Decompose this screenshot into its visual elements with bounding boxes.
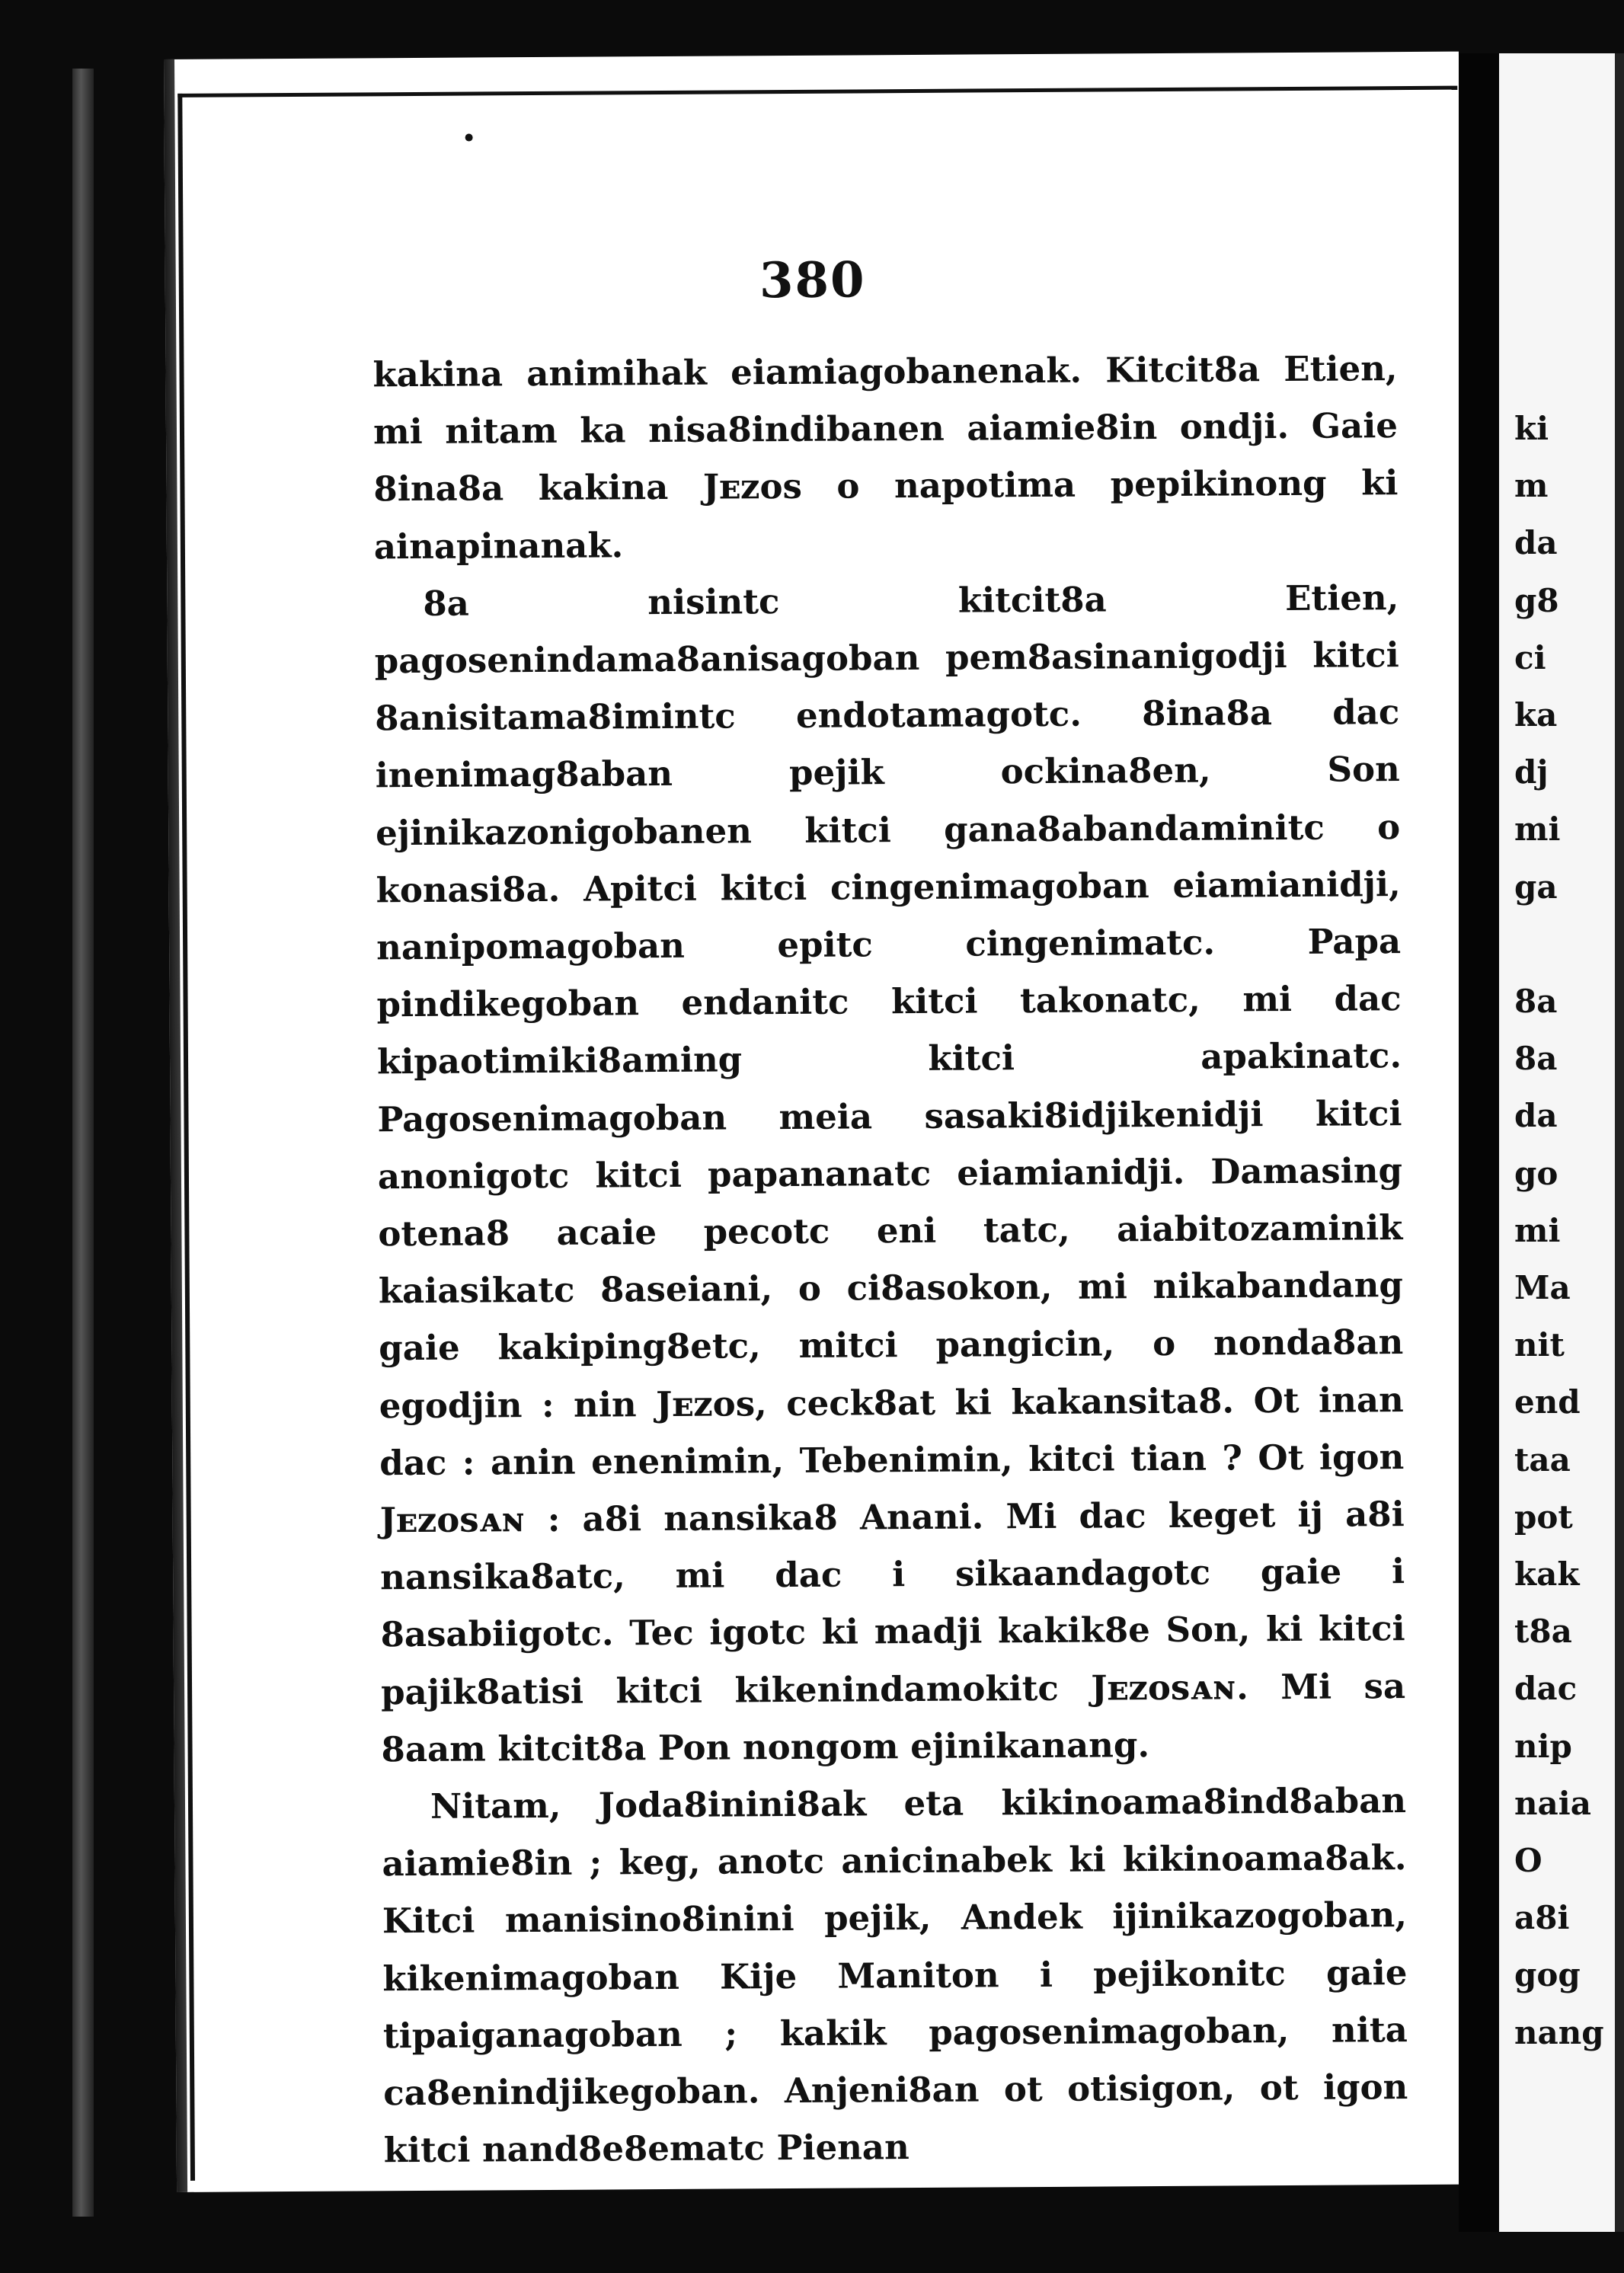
facing-page-line: naia xyxy=(1514,1784,1591,1822)
page-number: 380 xyxy=(759,251,866,310)
page-frame-top-rule xyxy=(177,86,1457,98)
facing-page-line: kak xyxy=(1514,1555,1580,1594)
facing-page-line xyxy=(1514,916,1604,973)
facing-page-line: ci xyxy=(1514,638,1546,676)
paragraph-3: Nitam, Joda8inini8ak eta kikinoama8ind8aban aiamie8in ; keg, anotc anicinabek ki kikinoama8ak. Kitci manisino8inini pejik, Andek ijinikazogoban, kikenimagoban Kije Maniton i pejikonitc gaie tipaiganagoban ; kakik pagosenimagoban, nita ca8enindjikegoban. Anjeni8an ot otisigon, ot igon kitci nand8e8ematc Pienan xyxy=(382,1780,1408,2171)
ink-speck xyxy=(465,134,473,142)
facing-page-line: end xyxy=(1514,1383,1581,1421)
facing-page-line: nit xyxy=(1514,1326,1565,1364)
facing-page-line: Ma xyxy=(1514,1269,1571,1307)
facing-page-line: O xyxy=(1514,1842,1542,1880)
facing-page-line: nip xyxy=(1514,1727,1572,1765)
facing-page-line: gog xyxy=(1514,1956,1581,1994)
facing-page-line: ga xyxy=(1514,868,1558,906)
facing-page-line: dj xyxy=(1514,753,1549,791)
facing-page-line: mi xyxy=(1514,1211,1561,1249)
book-gutter xyxy=(1459,53,1504,2232)
facing-page-line: m xyxy=(1514,467,1549,505)
facing-page-line: 8a xyxy=(1514,983,1558,1021)
facing-page-line: ki xyxy=(1514,410,1549,447)
facing-page-line: a8i xyxy=(1514,1899,1570,1937)
facing-page-line: 8a xyxy=(1514,1040,1558,1078)
paragraph-1: kakina animihak eiamiagobanenak. Kitcit8a Etien, mi nitam ka nisa8indibanen aiamie8in ondji. Gaie 8ina8a kakina Jᴇᴢᴏs o napotima pepikinong ki ainapinanak. xyxy=(372,348,1399,567)
facing-page-line: ka xyxy=(1514,696,1558,734)
facing-page-line: da xyxy=(1514,1097,1558,1135)
paragraph-2: 8a nisintc kitcit8a Etien, pagosenindama8anisagoban pem8asinanigodji kitci 8anisitama8imintc endotamagotc. 8ina8a dac inenimag8aban pejik ockina8en, Son ejinikazonigobanen kitci gana8abandaminitc o konasi8a. Apitci kitci cingenimagoban eiamianidji, nanipomagoban epitc cingenimatc. Papa pindikegoban endanitc kitci takonatc, mi dac kipaotimiki8aming kitci apakinatc. Pagosenimagoban meia sasaki8idjikenidji kitci anonigotc kitci papananatc eiamianidji. Damasing otena8 acaie pecotc eni tatc, aiabitozaminik kaiasikatc 8aseiani, o ci8asokon, mi nikabandang gaie kakiping8etc, mitci pangicin, o nonda8an egodjin : nin Jᴇᴢᴏs, ceck8at ki kakansita8. Ot inan dac : anin enenimin, Tebenimin, kitci tian ? Ot igon Jᴇᴢᴏsᴀɴ : a8i nansika8 Anani. Mi dac keget ij a8i nansika8atc, mi dac i sikaandagotc gaie i 8asabiigotc. Tec igotc ki madji kakik8e Son, ki kitci pajik8atisi kitci kikenindamokitc Jᴇᴢᴏsᴀɴ. Mi sa 8aam kitcit8a Pon nongom ejinikanang. xyxy=(374,577,1406,1770)
facing-page-line: pot xyxy=(1514,1498,1573,1536)
facing-page-line: dac xyxy=(1514,1670,1578,1708)
facing-page-line: t8a xyxy=(1514,1613,1572,1651)
binding-edge xyxy=(72,69,94,2217)
facing-page-line: mi xyxy=(1514,810,1561,849)
facing-page-edge xyxy=(1615,53,1624,2232)
facing-page-text xyxy=(1514,400,1604,2061)
facing-page-line: go xyxy=(1514,1154,1558,1192)
facing-page-line: taa xyxy=(1514,1440,1571,1479)
facing-page-line: nang xyxy=(1514,2013,1604,2051)
book-page xyxy=(164,52,1472,2192)
body-text xyxy=(372,340,1408,2179)
facing-page-fragment xyxy=(1499,53,1624,2232)
facing-page-line: da xyxy=(1514,524,1558,562)
facing-page-line: g8 xyxy=(1514,581,1559,619)
